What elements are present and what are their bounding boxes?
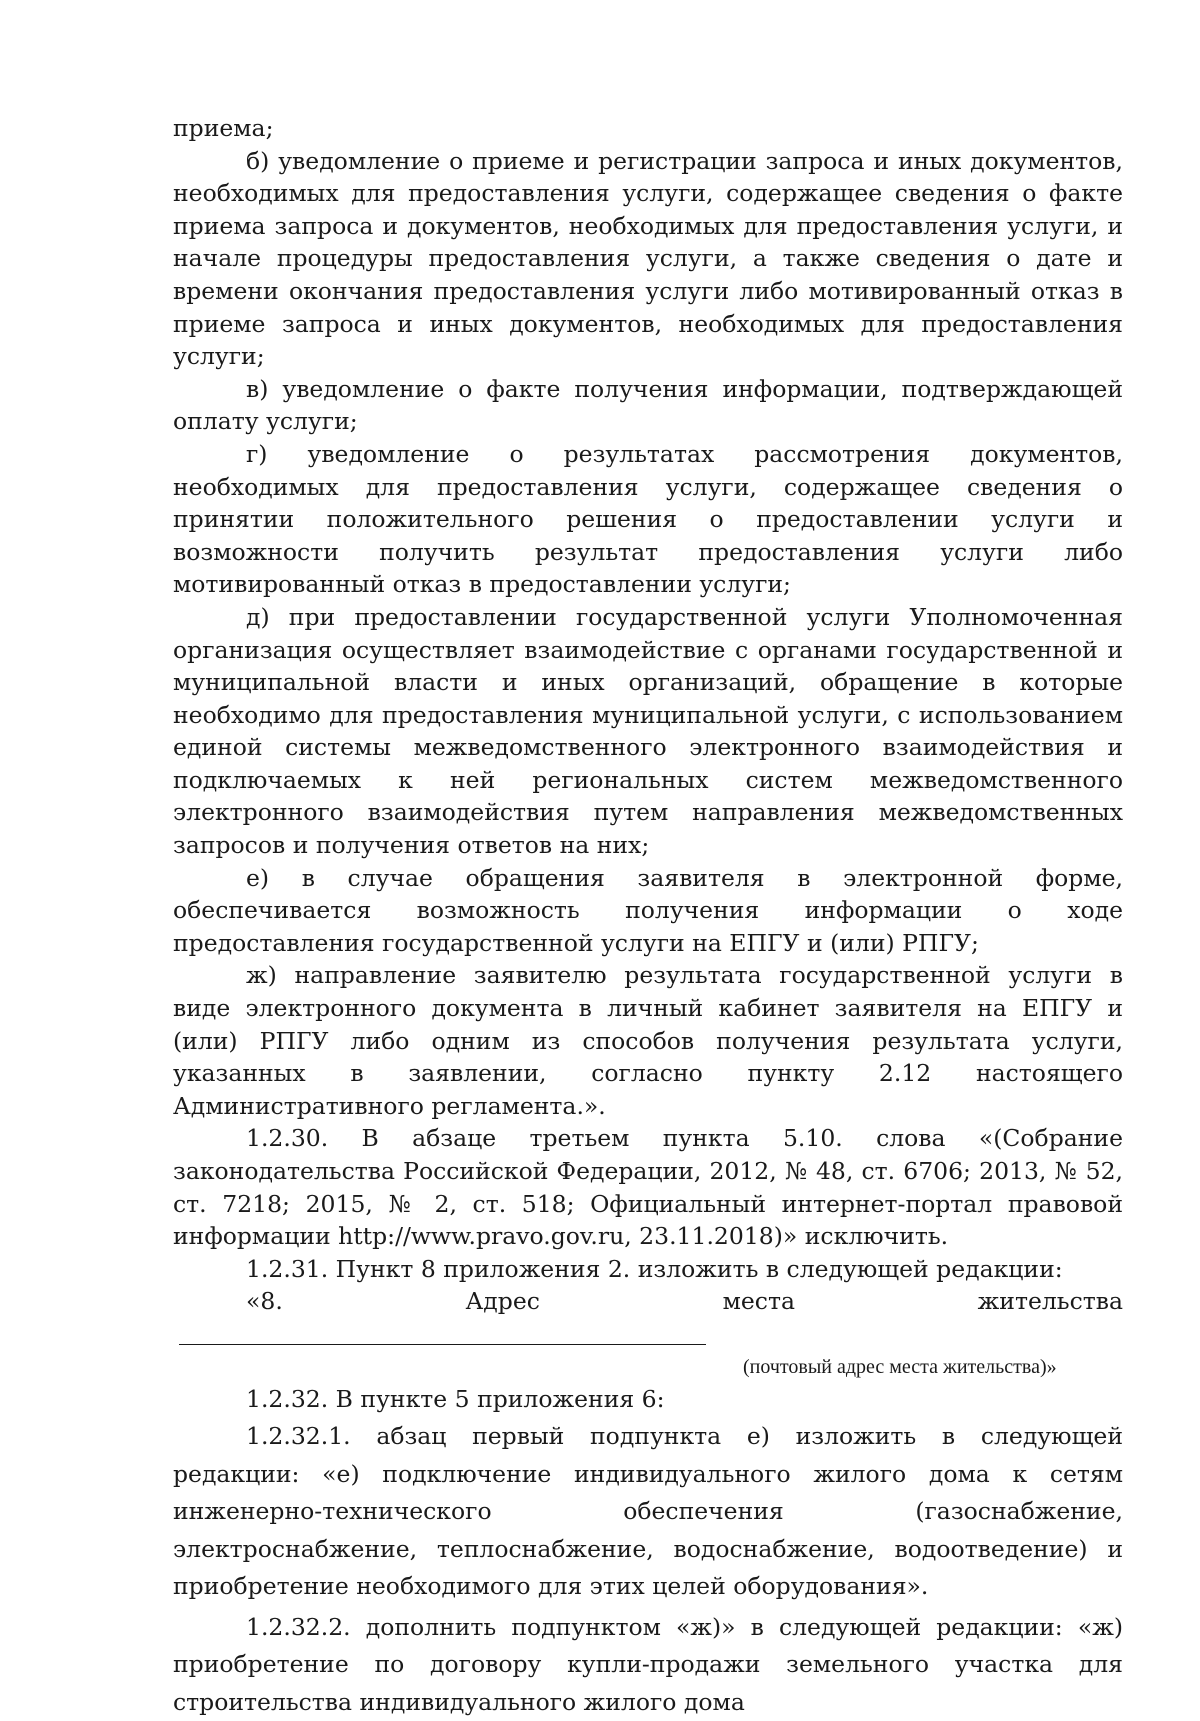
address-field-row [173, 1285, 1123, 1350]
document-body [173, 112, 1123, 1721]
address-blank-line [179, 1320, 706, 1345]
paragraph-item-g: г) уведомление о результатах рассмотрения документов, необходимых для предоставления услуги, содержащее сведения о принятии положительного решения о предоставлении услуги и возможности получить результат предоставления услуги либо мотивированный отказ в предоставлении услуги; [173, 439, 1123, 599]
paragraph-item-b: б) уведомление о приеме и регистрации запроса и иных документов, необходимых для предоставления услуги, содержащее сведения о факте приема запроса и документов, необходимых для предоставления услуги, и начале процедуры предоставления услуги, а также сведения о дате и времени окончания предоставления услуги либо мотивированный отказ в приеме запроса и иных документов, необходимых для предоставления услуги; [173, 146, 1123, 371]
address-field-caption: (почтовый адрес места жительства)» [743, 1355, 1057, 1378]
paragraph-1-2-31: 1.2.31. Пункт 8 приложения 2. изложить в следующей редакции: [246, 1254, 1063, 1283]
paragraph-continuation: приема; [173, 114, 274, 142]
paragraph-item-e: е) в случае обращения заявителя в электронной форме, обеспечивается возможность получения информации о ходе предоставления государственной услуги на ЕПГУ и (или) РПГУ; [173, 863, 1123, 957]
paragraph-1-2-32: 1.2.32. В пункте 5 приложения 6: [246, 1384, 665, 1413]
paragraph-1-2-32-1: 1.2.32.1. абзац первый подпункта е) изложить в следующей редакции: «е) подключение индивидуального жилого дома к сетям инженерно-технического обеспечения (газоснабжение, электроснабжение, теплоснабжение, водоснабжение, водоотведение) и приобретение необходимого для этих целей оборудования». [173, 1422, 1123, 1601]
paragraph-1-2-30: 1.2.30. В абзаце третьем пункта 5.10. слова «(Собрание законодательства Российской Федерации, 2012, № 48, ст. 6706; 2013, № 52, ст. 7218; 2015, № 2, ст. 518; Официальный интернет-портал правовой информации http://www.pravo.gov.ru, 23.11.2018)» исключить. [173, 1124, 1123, 1251]
paragraph-item-d: д) при предоставлении государственной услуги Уполномоченная организация осуществляет взаимодействие с органами государственной и муниципальной власти и иных организаций, обращение в которые необходимо для предоставления муниципальной услуги, с использованием единой системы межведомственного электронного взаимодействия и подключаемых к ней региональных систем межведомственного электронного взаимодействия путем направления межведомственных запросов и получения ответов на них; [173, 602, 1123, 860]
paragraph-1-2-32-2: 1.2.32.2. дополнить подпунктом «ж)» в следующей редакции: «ж) приобретение по договору купли-продажи земельного участка для строительства индивидуального жилого дома [173, 1612, 1123, 1716]
paragraph-item-zh: ж) направление заявителю результата государственной услуги в виде электронного документа в личный кабинет заявителя на ЕПГУ и (или) РПГУ либо одним из способов получения результата услуги, указанных в заявлении, согласно пункту 2.12 настоящего Административного регламента.». [173, 961, 1123, 1120]
paragraph-item-v: в) уведомление о факте получения информации, подтверждающей оплату услуги; [173, 374, 1123, 436]
address-field-label: «8. Адрес места жительства [246, 1287, 1123, 1316]
